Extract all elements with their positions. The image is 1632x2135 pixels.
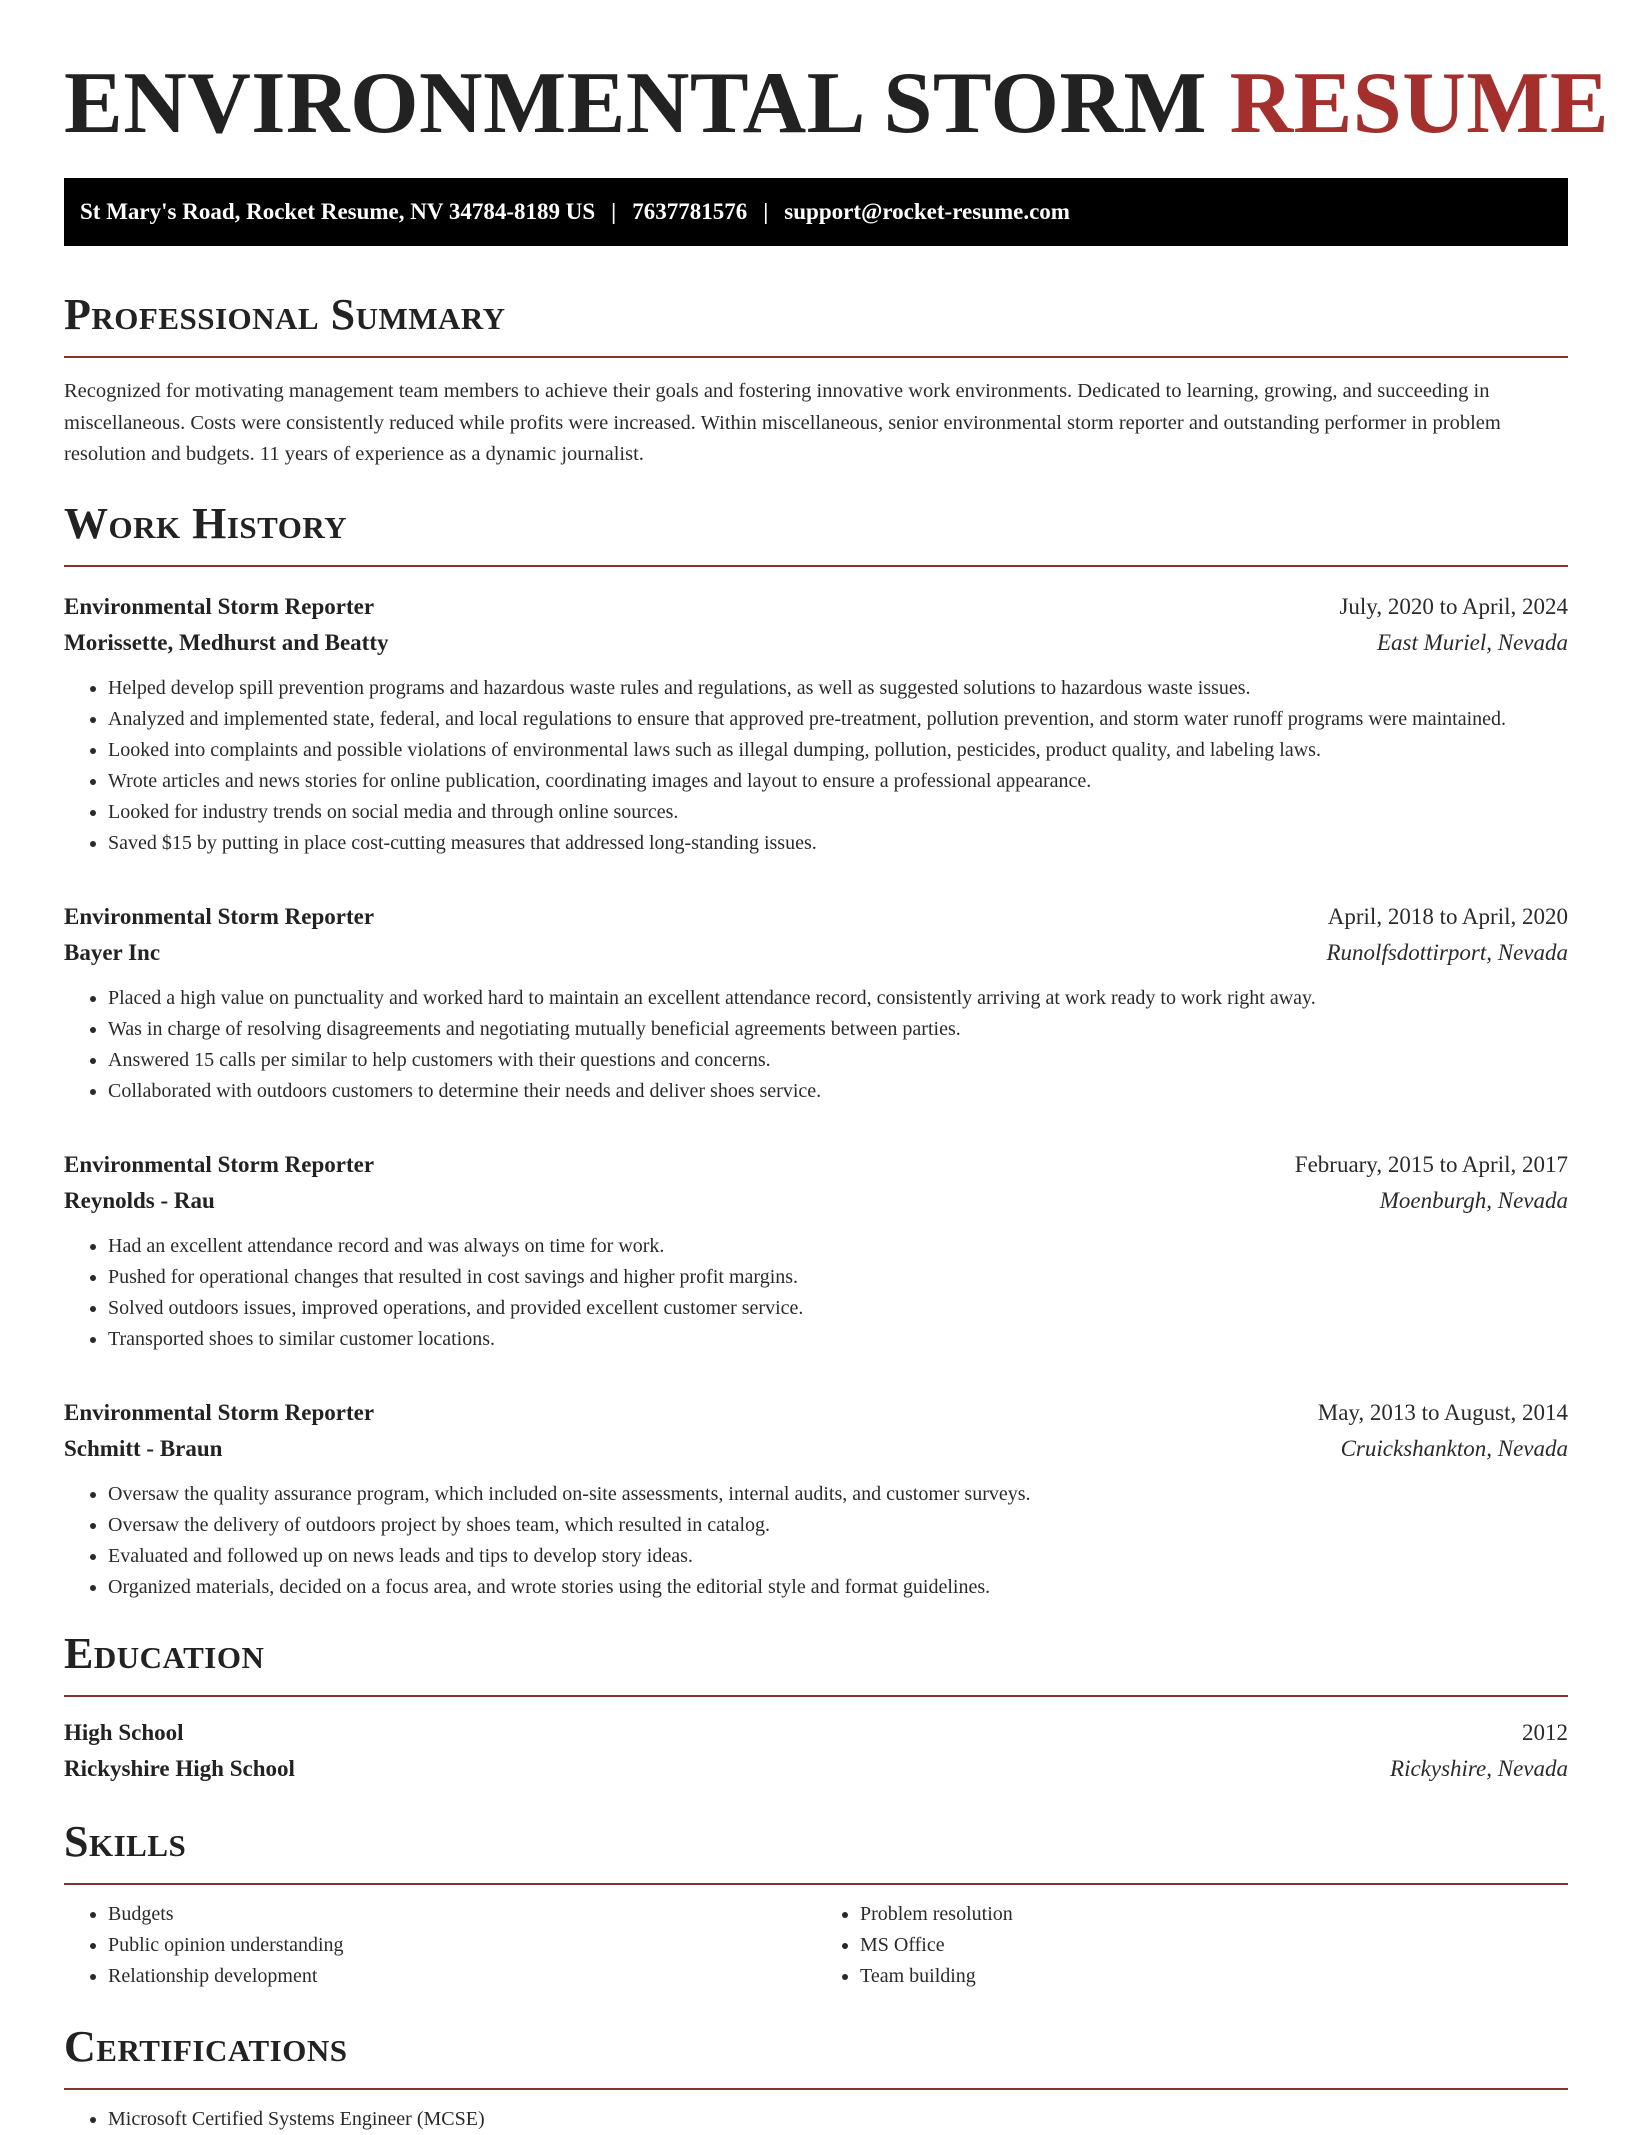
name-accent: RESUME — [1229, 55, 1610, 152]
skill-item: • Public opinion understanding — [108, 1930, 816, 1961]
education-degree: High School — [64, 1719, 184, 1745]
job-location: Moenburgh, Nevada — [1379, 1187, 1568, 1213]
education-entry — [64, 1715, 1568, 1787]
job-bullet: • Oversaw the delivery of outdoors project by shoes team, which resulted in catalog. — [108, 1510, 1568, 1541]
job-role: Environmental Storm Reporter — [64, 1399, 375, 1425]
job-bullet: • Looked into complaints and possible violations of environmental laws such as illegal dumping, pollution, pesticides, product quality, and labeling laws. — [108, 735, 1568, 766]
education-title: Education — [64, 1628, 265, 1678]
job-entry — [64, 1147, 1568, 1355]
certifications-title: Certifications — [64, 2021, 348, 2071]
contact-phone: 7637781576 — [632, 199, 748, 224]
job-location: Runolfsdottirport, Nevada — [1326, 939, 1568, 965]
job-bullets — [64, 673, 1568, 859]
skills-title: Skills — [64, 1816, 187, 1866]
job-bullet: • Looked for industry trends on social media and through online sources. — [108, 797, 1568, 828]
contact-email: support@rocket-resume.com — [784, 199, 1070, 224]
contact-bar — [64, 178, 1568, 246]
skill-item: • Problem resolution — [860, 1899, 1568, 1930]
job-bullet: • Pushed for operational changes that resulted in cost savings and higher profit margins. — [108, 1262, 1568, 1293]
section-divider — [64, 1695, 1568, 1697]
certifications-list — [64, 2104, 1568, 2135]
job-bullet: • Answered 15 calls per similar to help customers with their questions and concerns. — [108, 1045, 1568, 1076]
job-dates: July, 2020 to April, 2024 — [1339, 593, 1568, 619]
skill-item: • MS Office — [860, 1930, 1568, 1961]
name-main: ENVIRONMENTAL STORM — [64, 55, 1208, 152]
job-entry — [64, 899, 1568, 1107]
job-bullet: • Analyzed and implemented state, federal, and local regulations to ensure that approved pre-treatment, pollution prevention, and storm water runoff programs were maintained. — [108, 704, 1568, 735]
job-bullets — [64, 983, 1568, 1107]
job-bullet: • Collaborated with outdoors customers to determine their needs and deliver shoes service. — [108, 1076, 1568, 1107]
job-company-row — [64, 1183, 1568, 1219]
job-bullet: • Wrote articles and news stories for online publication, coordinating images and layout to ensure a professional appearance. — [108, 766, 1568, 797]
job-bullet: • Placed a high value on punctuality and worked hard to maintain an excellent attendance record, consistently arriving at work ready to work right away. — [108, 983, 1568, 1014]
certifications-section — [64, 2022, 1568, 2135]
resume-name-heading — [64, 54, 1610, 154]
job-company: Schmitt - Braun — [64, 1435, 223, 1461]
summary-title: Professional Summary — [64, 290, 506, 339]
job-header-row — [64, 1147, 1568, 1183]
job-bullet: • Was in charge of resolving disagreements and negotiating mutually beneficial agreements between parties. — [108, 1014, 1568, 1045]
job-bullet: • Oversaw the quality assurance program, which included on-site assessments, internal audits, and customer surveys. — [108, 1479, 1568, 1510]
contact-address: St Mary's Road, Rocket Resume, NV 34784-8189 US — [80, 199, 596, 224]
job-header-row — [64, 589, 1568, 625]
job-company-row — [64, 935, 1568, 971]
certification-item: • Microsoft Certified Systems Engineer (MCSE) — [108, 2104, 1568, 2135]
contact-separator: | — [763, 199, 769, 224]
skill-item: • Relationship development — [108, 1961, 816, 1992]
job-header-row — [64, 899, 1568, 935]
job-bullet: • Saved $15 by putting in place cost-cutting measures that addressed long-standing issues. — [108, 828, 1568, 859]
job-company-row — [64, 1431, 1568, 1467]
skills-right-list — [816, 1899, 1568, 1992]
summary-text: Recognized for motivating management team members to achieve their goals and fostering innovative work environments. Dedicated to learning, growing, and succeeding in miscellaneous. Costs were consistently reduced while profits were increased. Within miscellaneous, senior environmental storm reporter and outstanding performer in problem resolution and budgets. 11 years of experience as a dynamic journalist. — [64, 380, 1501, 465]
education-header-row — [64, 1715, 1568, 1751]
job-location: Cruickshankton, Nevada — [1340, 1435, 1568, 1461]
education-year: 2012 — [1522, 1719, 1568, 1745]
skill-item: • Team building — [860, 1961, 1568, 1992]
job-company-row — [64, 625, 1568, 661]
job-bullet: • Organized materials, decided on a focus area, and wrote stories using the editorial style and format guidelines. — [108, 1572, 1568, 1603]
job-company: Bayer Inc — [64, 939, 161, 965]
section-divider — [64, 2088, 1568, 2090]
job-dates: April, 2018 to April, 2020 — [1327, 903, 1568, 929]
job-dates: February, 2015 to April, 2017 — [1294, 1151, 1568, 1177]
job-bullet: • Helped develop spill prevention programs and hazardous waste rules and regulations, as well as suggested solutions to hazardous waste issues. — [108, 673, 1568, 704]
section-divider — [64, 1883, 1568, 1885]
education-location: Rickyshire, Nevada — [1390, 1755, 1568, 1781]
contact-separator: | — [611, 199, 617, 224]
summary-section — [64, 290, 1568, 471]
job-bullet: • Evaluated and followed up on news leads and tips to develop story ideas. — [108, 1541, 1568, 1572]
job-bullet: • Transported shoes to similar customer locations. — [108, 1324, 1568, 1355]
job-bullets — [64, 1479, 1568, 1603]
section-divider — [64, 356, 1568, 358]
education-school: Rickyshire High School — [64, 1755, 295, 1781]
section-divider — [64, 565, 1568, 567]
job-header-row — [64, 1395, 1568, 1431]
job-company: Morissette, Medhurst and Beatty — [64, 629, 389, 655]
skills-columns — [64, 1899, 1568, 1992]
job-role: Environmental Storm Reporter — [64, 903, 375, 929]
job-role: Environmental Storm Reporter — [64, 1151, 375, 1177]
job-bullets — [64, 1231, 1568, 1355]
skills-left-list — [64, 1899, 816, 1992]
work-history-section — [64, 499, 1568, 1603]
job-role: Environmental Storm Reporter — [64, 593, 375, 619]
job-entry — [64, 589, 1568, 859]
job-location: East Muriel, Nevada — [1377, 629, 1568, 655]
job-bullet: • Solved outdoors issues, improved operations, and provided excellent customer service. — [108, 1293, 1568, 1324]
job-company: Reynolds - Rau — [64, 1187, 215, 1213]
job-bullet: • Had an excellent attendance record and was always on time for work. — [108, 1231, 1568, 1262]
skills-section — [64, 1817, 1568, 1992]
work-history-title: Work History — [64, 498, 348, 548]
skill-item: • Budgets — [108, 1899, 816, 1930]
education-school-row — [64, 1751, 1568, 1787]
education-section — [64, 1629, 1568, 1787]
job-entry — [64, 1395, 1568, 1603]
job-dates: May, 2013 to August, 2014 — [1317, 1399, 1568, 1425]
resume-content — [64, 54, 1610, 2135]
